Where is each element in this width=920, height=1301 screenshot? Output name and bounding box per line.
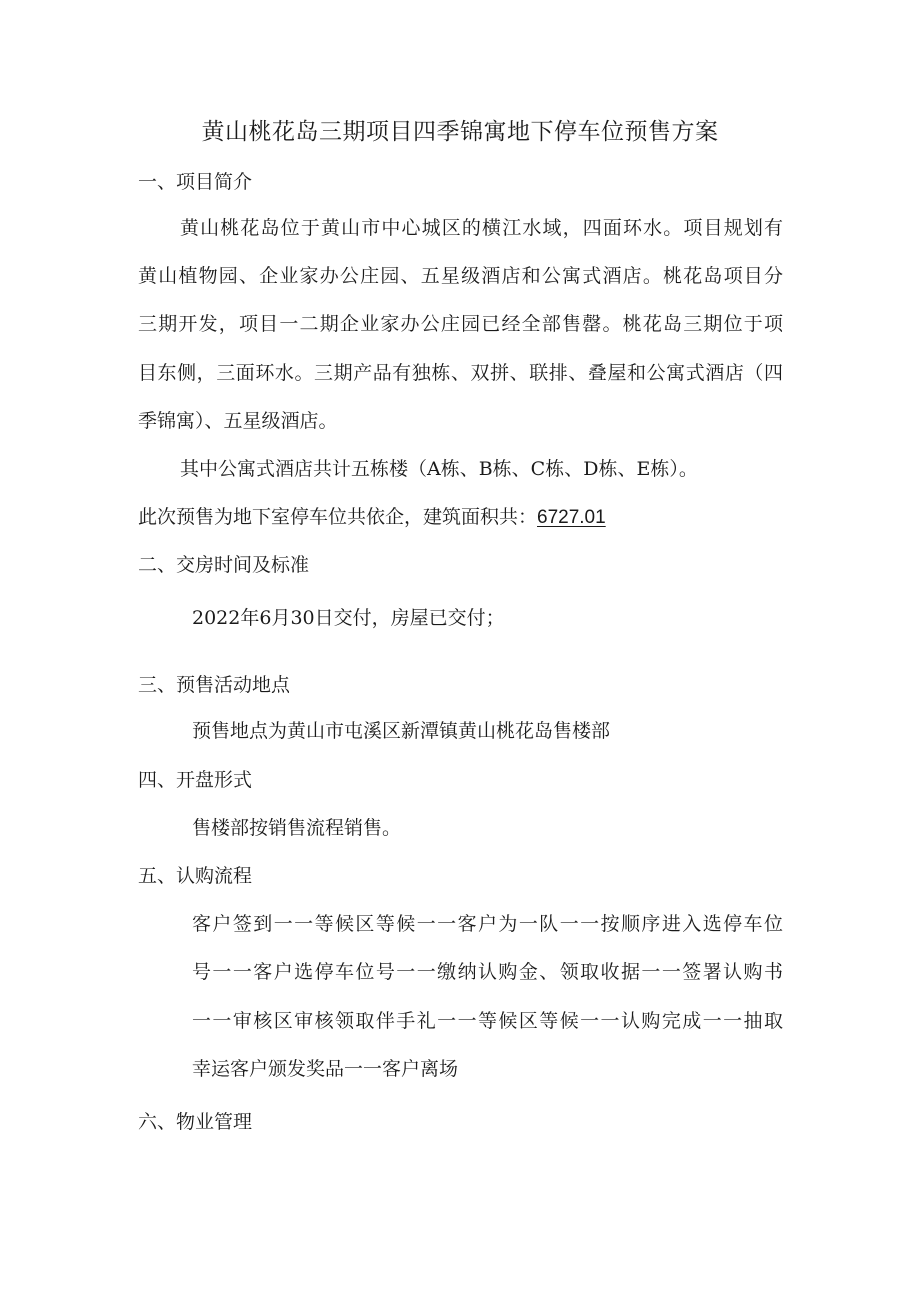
section-heading-purchase-flow: 五、认购流程	[138, 865, 253, 887]
purchase-flow-line: 号一一客户选停车位号一一缴纳认购金、领取收据一一签署认购书	[192, 961, 783, 983]
presale-paragraph	[138, 503, 606, 532]
purchase-flow-line: 一一审核区审核领取伴手礼一一等候区等候一一认购完成一一抽取	[192, 1010, 783, 1032]
buildings-paragraph: 其中公寓式酒店共计五栋楼（A栋、B栋、C栋、D栋、E栋）。	[180, 458, 698, 480]
purchase-flow-line: 幸运客户颁发奖品一一客户离场	[192, 1058, 459, 1080]
section-heading-location: 三、预售活动地点	[138, 674, 291, 696]
purchase-flow-line: 客户签到一一等候区等候一一客户为一队一一按顺序进入选停车位	[192, 913, 783, 935]
intro-paragraph-line: 黄山植物园、企业家办公庄园、五星级酒店和公寓式酒店。桃花岛项目分	[138, 265, 783, 287]
section-heading-intro: 一、项目简介	[138, 171, 253, 193]
intro-paragraph-line: 季锦寓）、五星级酒店。	[138, 410, 338, 432]
section-heading-sale-form: 四、开盘形式	[138, 769, 253, 791]
section-heading-property-management: 六、物业管理	[138, 1111, 253, 1133]
sale-form-paragraph: 售楼部按销售流程销售。	[192, 817, 402, 839]
section-heading-delivery: 二、交房时间及标准	[138, 554, 310, 576]
location-paragraph: 预售地点为黄山市屯溪区新潭镇黄山桃花岛售楼部	[192, 720, 611, 742]
delivery-paragraph: 2022年6月30日交付，房屋已交付；	[192, 607, 505, 629]
presale-text: 此次预售为地下室停车位共依企，建筑面积共：	[138, 506, 538, 528]
intro-paragraph-line: 三期开发，项目一二期企业家办公庄园已经全部售罄。桃花岛三期位于项	[138, 313, 783, 335]
presale-area-value: 6727.01	[537, 507, 606, 528]
intro-paragraph-line: 目东侧，三面环水。三期产品有独栋、双拼、联排、叠屋和公寓式酒店（四	[138, 362, 783, 384]
intro-paragraph-line: 黄山桃花岛位于黄山市中心城区的横江水域，四面环水。项目规划有	[180, 217, 783, 239]
document-title: 黄山桃花岛三期项目四季锦寓地下停车位预售方案	[201, 119, 719, 145]
